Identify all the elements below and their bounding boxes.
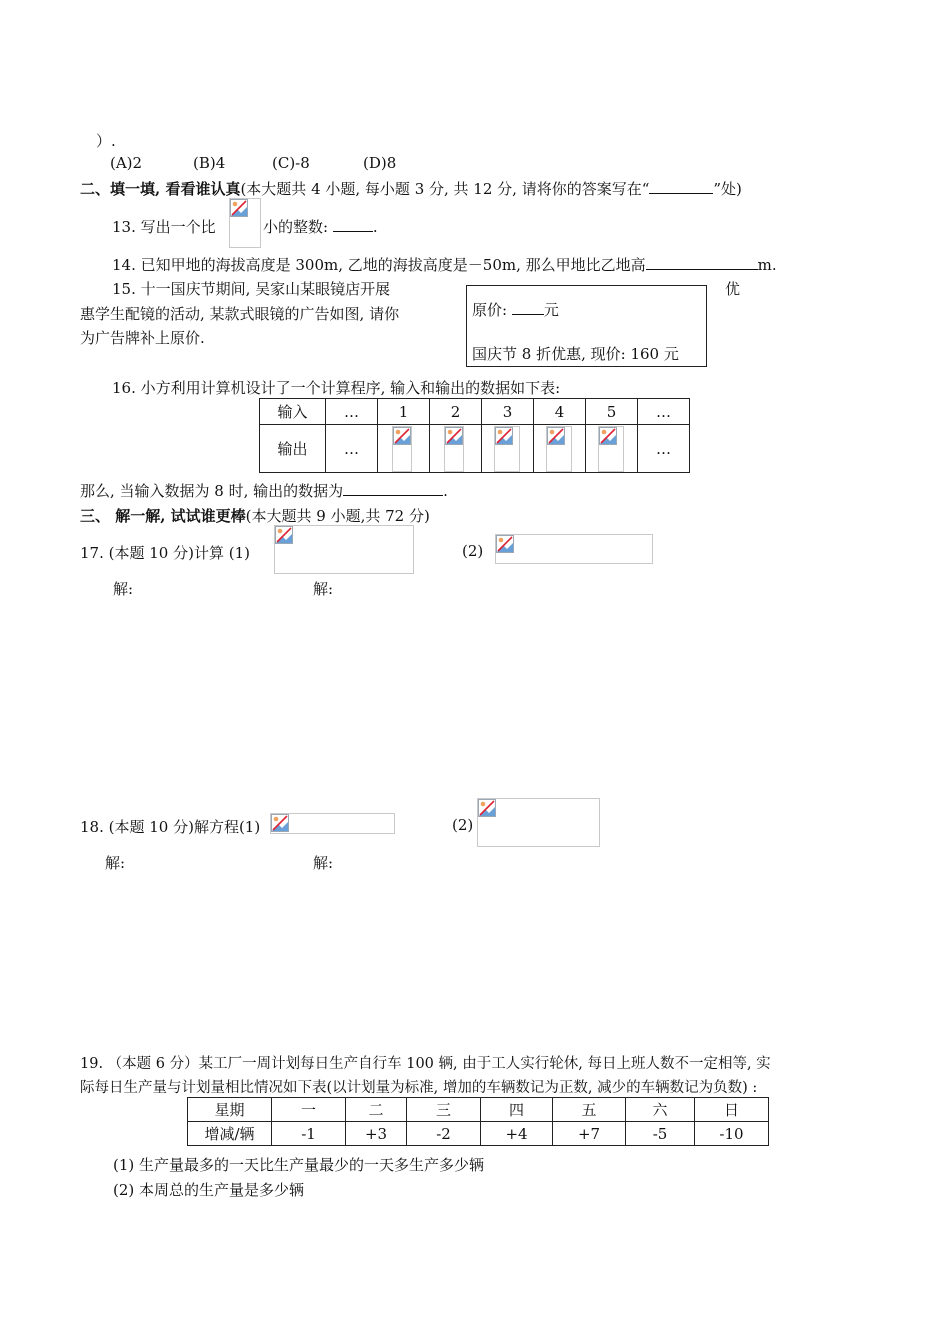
option-c: (C)-8 xyxy=(272,154,310,172)
q16-cell: 1 xyxy=(378,399,430,425)
broken-image-icon xyxy=(496,535,514,553)
q15-line1-end: 优 xyxy=(725,280,741,298)
q19-header-cell: 二 xyxy=(346,1098,407,1122)
q13-suffix-text: 小的整数: xyxy=(263,218,329,236)
q19-data-cell: +3 xyxy=(346,1122,407,1146)
q18-text: 18. (本题 10 分)解方程(1) xyxy=(80,818,261,836)
q14 xyxy=(112,254,777,275)
section-3-title-bold: 三、 解一解, 试试谁更棒 xyxy=(80,507,246,525)
q19-header-cell: 日 xyxy=(695,1098,769,1122)
q19-data-cell: -2 xyxy=(407,1122,481,1146)
q19-header-cell: 四 xyxy=(481,1098,553,1122)
q13-prefix: 13. 写出一个比 xyxy=(112,218,216,236)
section-3-title-rest: (本大题共 9 小题,共 72 分) xyxy=(245,507,430,525)
q16-cell xyxy=(534,425,586,473)
q16-cell: 输出 xyxy=(260,425,326,473)
q19-data-cell: +7 xyxy=(553,1122,626,1146)
q16-after xyxy=(80,480,448,501)
q19-header-cell: 六 xyxy=(626,1098,695,1122)
q19-header-cell: 星期 xyxy=(188,1098,272,1122)
q19-data-cell: -10 xyxy=(695,1122,769,1146)
broken-image-icon xyxy=(478,799,496,817)
q19-line1: 19. （本题 6 分）某工厂一周计划每日生产自行车 100 辆, 由于工人实行轮休, 每日上班人数不一定相等, 实 xyxy=(80,1056,771,1072)
q16-output-image xyxy=(392,426,412,472)
section-2-title xyxy=(80,178,742,199)
q16-output-image xyxy=(444,426,464,472)
option-b: (B)4 xyxy=(193,154,226,172)
q19-data-cell: -5 xyxy=(626,1122,695,1146)
q16-cell: … xyxy=(638,425,690,473)
ad-discount: 国庆节 8 折优惠, 现价: 160 元 xyxy=(472,345,679,363)
option-a: (A)2 xyxy=(110,154,143,172)
broken-image-icon xyxy=(599,427,617,445)
ad-price-label: 原价: xyxy=(472,301,508,319)
q17-solve-2: 解: xyxy=(313,580,334,598)
q14-text: 14. 已知甲地的海拔高度是 300m, 乙地的海拔高度是－50m, 那么甲地比乙地高 xyxy=(112,256,646,274)
q18-solve-2: 解: xyxy=(313,854,334,872)
q18-equation-1-image xyxy=(270,813,395,834)
q19-data-cell: +4 xyxy=(481,1122,553,1146)
q16-cell: … xyxy=(326,399,378,425)
q16-table xyxy=(259,398,690,473)
q16-cell: 4 xyxy=(534,399,586,425)
q19-data-cell: 增减/辆 xyxy=(188,1122,272,1146)
q13-suffix xyxy=(263,216,378,237)
q16-input-row xyxy=(260,399,690,425)
broken-image-icon xyxy=(445,427,463,445)
q16-cell: 5 xyxy=(586,399,638,425)
q16-cell: 输入 xyxy=(260,399,326,425)
q17-part2-label: (2) xyxy=(462,542,484,560)
q19-header-cell: 三 xyxy=(407,1098,481,1122)
q16-text: 16. 小方利用计算机设计了一个计算程序, 输入和输出的数据如下表: xyxy=(112,379,561,397)
q15-line1: 15. 十一国庆节期间, 吴家山某眼镜店开展 xyxy=(112,280,391,298)
broken-image-icon xyxy=(230,199,248,217)
section-3-title xyxy=(80,505,430,526)
q13-answer-blank xyxy=(333,217,373,232)
q16-cell xyxy=(482,425,534,473)
ad-original-price xyxy=(472,299,559,320)
q16-cell xyxy=(378,425,430,473)
q16-cell xyxy=(586,425,638,473)
q17-formula-2-image xyxy=(495,534,653,564)
broken-image-icon xyxy=(393,427,411,445)
broken-image-icon xyxy=(547,427,565,445)
q19-data-cell: -1 xyxy=(272,1122,346,1146)
section-2-title-end: ”处) xyxy=(713,180,742,198)
advertisement-board xyxy=(466,285,707,367)
q19-header-cell: 五 xyxy=(553,1098,626,1122)
q13-formula-image xyxy=(229,198,261,248)
q15-line2: 惠学生配镜的活动, 某款式眼镜的广告如图, 请你 xyxy=(80,305,400,323)
q15-line3: 为广告牌补上原价. xyxy=(80,329,205,347)
q16-answer-blank xyxy=(343,481,443,496)
q18-equation-2-image xyxy=(477,798,600,847)
q16-cell xyxy=(430,425,482,473)
q16-cell: … xyxy=(638,399,690,425)
q19-sub-1: (1) 生产量最多的一天比生产量最少的一天多生产多少辆 xyxy=(113,1156,485,1174)
q16-cell: … xyxy=(326,425,378,473)
q16-cell: 3 xyxy=(482,399,534,425)
q16-after-text: 那么, 当输入数据为 8 时, 输出的数据为 xyxy=(80,482,344,500)
ad-price-unit: 元 xyxy=(543,301,559,319)
q16-output-image xyxy=(494,426,520,472)
ad-price-blank xyxy=(512,300,544,315)
q18-part2-label: (2) xyxy=(452,816,474,834)
section-2-title-rest: (本大题共 4 小题, 每小题 3 分, 共 12 分, 请将你的答案写在“ xyxy=(240,180,650,198)
broken-image-icon xyxy=(271,814,289,832)
q19-line2: 际每日生产量与计划量相比情况如下表(以计划量为标准, 增加的车辆数记为正数, 减少的车辆数记为负数) : xyxy=(80,1080,758,1096)
q19-header-cell: 一 xyxy=(272,1098,346,1122)
q19-table xyxy=(187,1097,769,1146)
q19-data-row xyxy=(188,1122,769,1146)
q17-solve-1: 解: xyxy=(113,580,134,598)
broken-image-icon xyxy=(495,427,513,445)
q18-solve-1: 解: xyxy=(105,854,126,872)
q17-text: 17. (本题 10 分)计算 (1) xyxy=(80,544,250,562)
option-d: (D)8 xyxy=(363,154,397,172)
q19-sub-2: (2) 本周总的生产量是多少辆 xyxy=(113,1181,305,1199)
q16-output-image xyxy=(546,426,572,472)
answer-blank xyxy=(649,179,713,194)
q14-answer-blank xyxy=(646,255,758,270)
q16-output-image xyxy=(598,426,624,472)
q17-formula-1-image xyxy=(274,525,414,574)
section-2-title-bold: 二、填一填, 看看谁认真 xyxy=(80,180,241,198)
q16-cell: 2 xyxy=(430,399,482,425)
q14-end: m. xyxy=(757,256,777,274)
q16-after-end: . xyxy=(443,482,448,500)
q16-output-row xyxy=(260,425,690,473)
q13-end: . xyxy=(372,218,378,236)
broken-image-icon xyxy=(275,526,293,544)
question-continuation: ）. xyxy=(96,132,116,150)
q19-header-row xyxy=(188,1098,769,1122)
